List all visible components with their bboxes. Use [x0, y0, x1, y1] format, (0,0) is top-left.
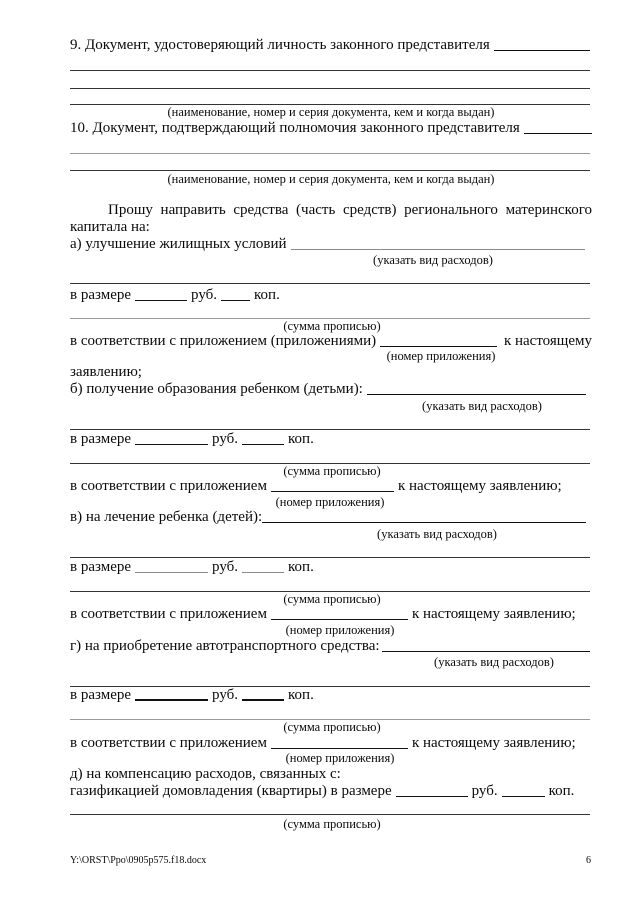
item-2-appendix-suffix: к настоящему заявлению;	[397, 478, 562, 494]
item-4-amount-row	[70, 686, 592, 704]
item-2-rub-label: руб.	[212, 431, 239, 447]
item-3-heading: в) на лечение ребенка (детей):	[70, 509, 263, 525]
compensation-heading: д) на компенсацию расходов, связанных с:	[70, 766, 341, 782]
item-1-appendix-suffix-cont: заявлению;	[70, 364, 142, 380]
item-3-expense-fill-line	[262, 522, 586, 523]
item-2-rub-fill-line	[135, 444, 208, 445]
footer-page-number: 6	[586, 855, 591, 866]
item-3-sum-caption: (сумма прописью)	[283, 592, 381, 606]
compensation-amount-row	[70, 782, 592, 800]
item-2-heading-row	[70, 380, 592, 398]
item-3-amount-row	[70, 558, 592, 576]
item-2-expense-fill-line	[367, 394, 586, 395]
compensation-rub-label: руб.	[471, 783, 498, 799]
compensation-amount-label: газификацией домовладения (квартиры) в размере	[70, 783, 392, 799]
item-1-expense-fill-line	[291, 249, 585, 250]
item-1-heading-row	[70, 235, 592, 253]
item-1-appendix-fill-line	[380, 346, 497, 347]
item-1-amount-row	[70, 286, 592, 304]
item-4-amount-label: в размере	[70, 687, 132, 703]
section-9-caption: (наименование, номер и серия документа, кем и когда выдан)	[167, 105, 495, 119]
item-2-heading: б) получение образования ребенком (детьми):	[70, 381, 363, 397]
item-2-appendix-row	[70, 477, 592, 495]
item-1-rub-fill-line	[135, 300, 187, 301]
item-1-kop-label: коп.	[254, 287, 280, 303]
item-1-expense-caption: (указать вид расходов)	[373, 253, 493, 267]
item-3-appendix-caption: (номер приложения)	[285, 623, 395, 637]
section-10-blank-line-1	[70, 153, 590, 154]
compensation-kop-label: коп.	[548, 783, 575, 799]
section-9-row	[70, 36, 592, 54]
item-4-sum-caption: (сумма прописью)	[283, 720, 381, 734]
item-1-appendix-label: в соответствии с приложением (приложениями)	[70, 333, 377, 349]
item-3-rub-label: руб.	[212, 559, 239, 575]
item-4-heading-row	[70, 637, 592, 655]
item-1-appendix-row	[70, 332, 592, 350]
section-10-row	[70, 119, 592, 137]
item-2-sum-caption: (сумма прописью)	[283, 464, 381, 478]
item-3-kop-fill-line	[242, 572, 284, 573]
compensation-sum-blank-line	[70, 814, 590, 815]
item-3-appendix-label: в соответствии с приложением	[70, 606, 267, 622]
request-line-2: капитала на:	[70, 219, 150, 235]
item-2-appendix-label: в соответствии с приложением	[70, 478, 267, 494]
section-10-label: 10. Документ, подтверждающий полномочия законного представителя	[70, 120, 520, 136]
item-1-rub-label: руб.	[191, 287, 218, 303]
item-1-expense-blank-line	[70, 283, 590, 284]
item-4-rub-fill-line	[135, 699, 208, 701]
item-4-appendix-fill-line	[271, 748, 408, 749]
section-9-label: 9. Документ, удостоверяющий личность законного представителя	[70, 37, 490, 53]
item-1-amount-label: в размере	[70, 287, 132, 303]
item-2-amount-label: в размере	[70, 431, 132, 447]
section-10-fill-line	[524, 133, 592, 134]
item-4-appendix-suffix: к настоящему заявлению;	[411, 735, 576, 751]
item-1-heading: а) улучшение жилищных условий	[70, 236, 287, 252]
item-2-appendix-caption: (номер приложения)	[275, 495, 385, 509]
section-10-blank-line-2	[70, 170, 590, 171]
item-4-kop-label: коп.	[288, 687, 314, 703]
item-4-kop-fill-line	[242, 699, 284, 701]
item-1-appendix-caption: (номер приложения)	[386, 349, 496, 363]
compensation-sum-caption: (сумма прописью)	[283, 817, 381, 831]
item-4-appendix-caption: (номер приложения)	[285, 751, 395, 765]
item-3-kop-label: коп.	[288, 559, 314, 575]
item-2-kop-label: коп.	[288, 431, 314, 447]
item-3-expense-caption: (указать вид расходов)	[377, 527, 497, 541]
item-3-appendix-suffix: к настоящему заявлению;	[411, 606, 576, 622]
item-3-heading-row	[70, 508, 592, 526]
compensation-rub-fill-line	[396, 796, 468, 797]
section-9-fill-line	[494, 50, 590, 51]
item-4-rub-label: руб.	[212, 687, 239, 703]
item-1-sum-caption: (сумма прописью)	[283, 319, 381, 333]
compensation-kop-fill-line	[502, 796, 545, 797]
item-3-appendix-fill-line	[271, 619, 408, 620]
item-1-kop-fill-line	[221, 300, 250, 301]
item-4-appendix-row	[70, 734, 592, 752]
request-line-1: Прошу направить средства (часть средств) регионального материнского	[108, 202, 592, 218]
item-3-rub-fill-line	[135, 572, 208, 573]
item-4-heading: г) на приобретение автотранспортного средства:	[70, 638, 380, 654]
item-2-appendix-fill-line	[271, 491, 394, 492]
item-2-amount-row	[70, 430, 592, 448]
item-3-amount-label: в размере	[70, 559, 132, 575]
item-2-kop-fill-line	[242, 444, 284, 445]
section-9-blank-line-2	[70, 88, 590, 89]
item-4-expense-fill-line	[382, 651, 590, 652]
item-4-appendix-label: в соответствии с приложением	[70, 735, 267, 751]
item-1-appendix-suffix: к настоящему	[503, 333, 592, 349]
section-10-caption: (наименование, номер и серия документа, кем и когда выдан)	[167, 172, 495, 186]
item-2-expense-caption: (указать вид расходов)	[422, 399, 542, 413]
footer-file-path: Y:\ORST\Ppo\0905p575.f18.docx	[70, 855, 207, 866]
item-4-expense-caption: (указать вид расходов)	[434, 655, 554, 669]
item-3-appendix-row	[70, 605, 592, 623]
section-9-blank-line-1	[70, 70, 590, 71]
